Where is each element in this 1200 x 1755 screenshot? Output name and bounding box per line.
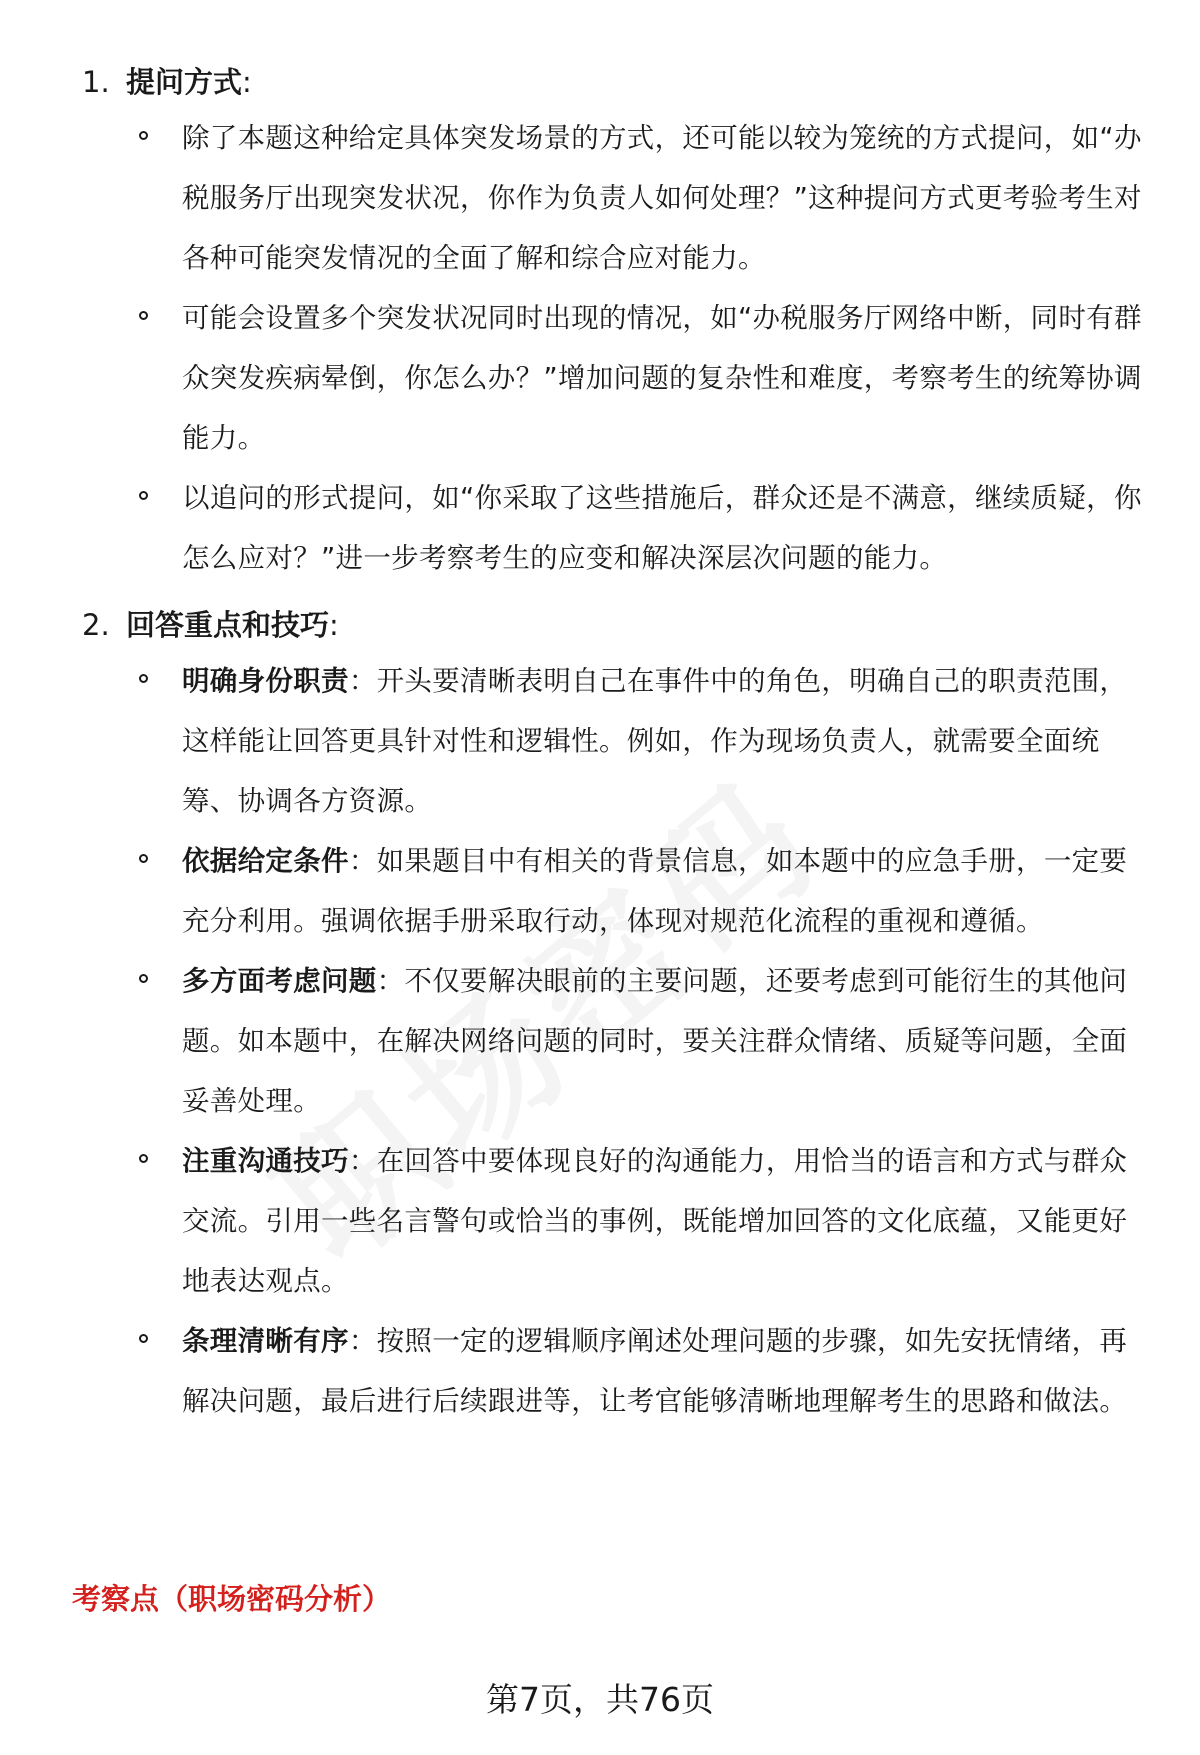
bullet-icon: [139, 131, 148, 140]
item-label: 依据给定条件: [182, 845, 349, 877]
list-item: [156, 108, 1148, 288]
list-item: [156, 288, 1148, 468]
item-separator: ：: [348, 845, 377, 877]
list-item-text: 以追问的形式提问，如“你采取了这些措施后，群众还是不满意，继续质疑，你怎么应对？”进一步考察考生的应变和解决深层次问题的能力。: [182, 482, 1142, 574]
bullet-icon: [139, 1154, 148, 1163]
item-label: 多方面考虑问题: [182, 965, 377, 997]
list-item: [156, 651, 1148, 831]
list-item: [156, 468, 1148, 588]
item-separator: ：: [348, 1325, 377, 1357]
list-item-text: 不仅要解决眼前的主要问题，还要考虑到可能衍生的其他问题。如本题中，在解决网络问题的同时，要关注群众情绪、质疑等问题，全面妥善处理。: [182, 965, 1128, 1117]
item-separator: ：: [376, 965, 405, 997]
item-label: 注重沟通技巧: [182, 1145, 349, 1177]
bullet-icon: [139, 854, 148, 863]
bullet-icon: [139, 491, 148, 500]
list-item-text: 在回答中要体现良好的沟通能力，用恰当的语言和方式与群众交流。引用一些名言警句或恰当的事例，既能增加回答的文化底蕴，又能更好地表达观点。: [182, 1145, 1128, 1297]
bullet-icon: [139, 974, 148, 983]
item-separator: ：: [348, 1145, 377, 1177]
section-title: 回答重点和技巧: [126, 608, 330, 642]
section-title: 提问方式: [126, 65, 243, 99]
item-label: 明确身份职责: [182, 665, 349, 697]
section-1-list: [156, 108, 1148, 588]
section-number: 2.: [82, 608, 110, 642]
list-item: [156, 1311, 1148, 1431]
section-colon: :: [329, 608, 339, 642]
list-item-text: 开头要清晰表明自己在事件中的角色，明确自己的职责范围，这样能让回答更具针对性和逻辑性。例如，作为现场负责人，就需要全面统筹、协调各方资源。: [182, 665, 1128, 817]
bullet-icon: [139, 674, 148, 683]
bullet-icon: [139, 311, 148, 320]
item-separator: ：: [348, 665, 377, 697]
list-item: [156, 1131, 1148, 1311]
list-item-text: 除了本题这种给定具体突发场景的方式，还可能以较为笼统的方式提问，如“办税服务厅出现突发状况，你作为负责人如何处理？”这种提问方式更考验考生对各种可能突发情况的全面了解和综合应对能力。: [182, 122, 1142, 274]
section-2-list: [156, 651, 1148, 1431]
red-section-heading: 考察点（职场密码分析）: [72, 1582, 392, 1616]
list-item-text: 如果题目中有相关的背景信息，如本题中的应急手册，一定要充分利用。强调依据手册采取行动，体现对规范化流程的重视和遵循。: [182, 845, 1128, 937]
list-item-text: 可能会设置多个突发状况同时出现的情况，如“办税服务厅网络中断，同时有群众突发疾病晕倒，你怎么办？”增加问题的复杂性和难度，考察考生的统筹协调能力。: [182, 302, 1142, 454]
list-item: [156, 951, 1148, 1131]
bullet-icon: [139, 1334, 148, 1343]
page-number-footer: 第7页，共76页: [486, 1680, 714, 1719]
item-label: 条理清晰有序: [182, 1325, 349, 1357]
list-item: [156, 831, 1148, 951]
section-number: 1.: [82, 65, 110, 99]
section-title-wrap: [126, 605, 339, 645]
list-item-text: 按照一定的逻辑顺序阐述处理问题的步骤，如先安抚情绪，再解决问题，最后进行后续跟进等，让考官能够清晰地理解考生的思路和做法。: [182, 1325, 1128, 1417]
section-colon: :: [242, 65, 252, 99]
section-title-wrap: [126, 62, 252, 102]
